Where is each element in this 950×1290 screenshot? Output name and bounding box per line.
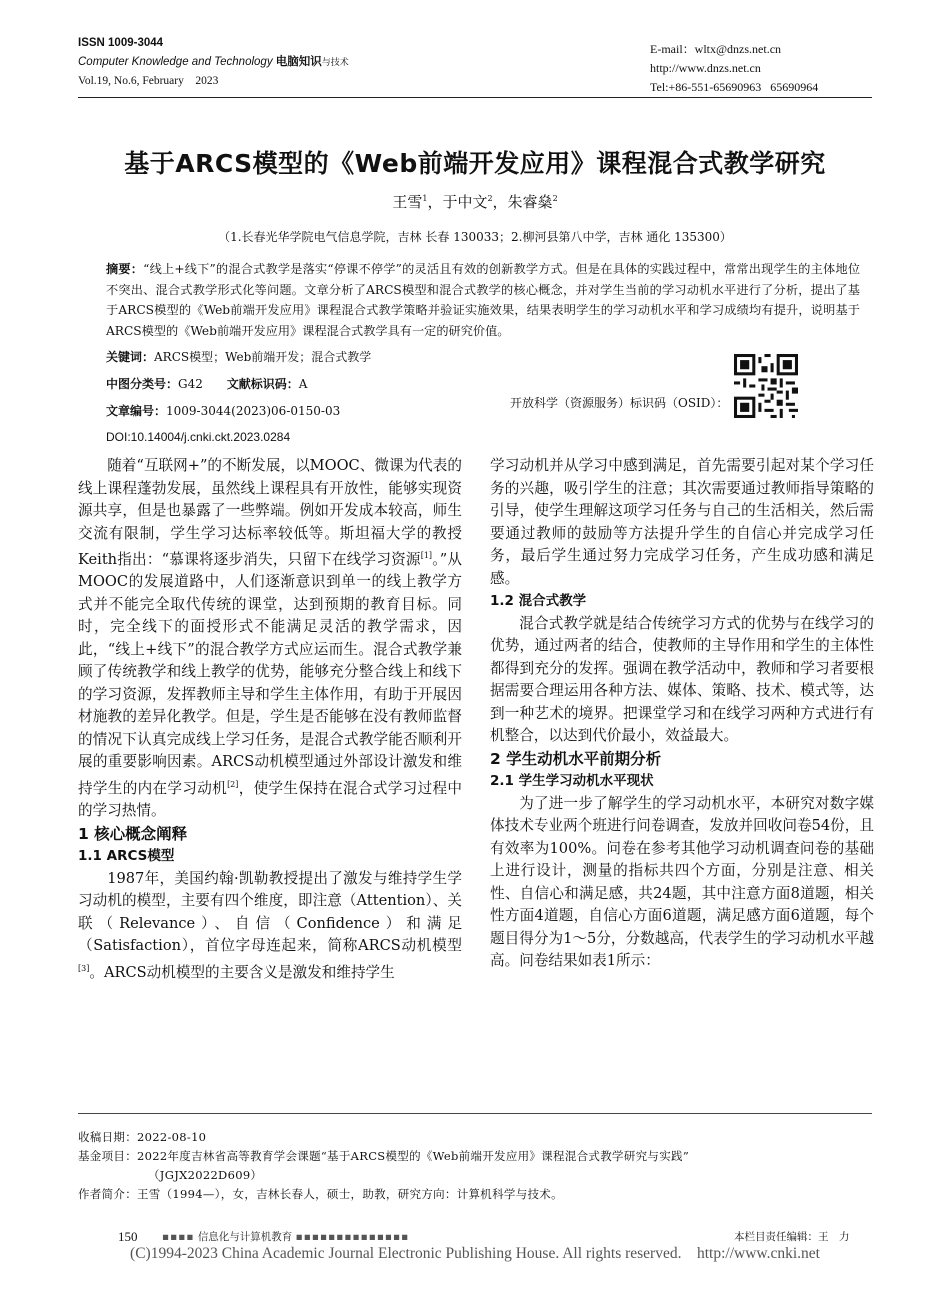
journal-name-cn: 电脑知识 — [275, 56, 322, 68]
article-number — [106, 402, 340, 420]
abstract-label: 摘要： — [106, 262, 144, 276]
page-number: 150 — [118, 1229, 138, 1244]
header-rule — [78, 97, 872, 98]
paragraph-continued — [490, 455, 874, 590]
affiliation: （1.长春光华学院电气信息学院，吉林 长春 130033；2.柳河县第八中学，吉林 通化 135300） — [218, 230, 732, 244]
osid-label: 开放科学（资源服务）标识码（OSID）： — [510, 396, 729, 410]
subsection-heading: 1.2 混合式教学 — [490, 593, 587, 609]
doc-code-label: 文献标识码： — [226, 377, 299, 391]
footnote-rule — [78, 1113, 872, 1114]
citation: [1] — [420, 551, 433, 560]
contact-email: E-mail：wltx@dnzs.net.cn — [650, 42, 782, 56]
author-list — [0, 191, 950, 212]
classification — [106, 375, 307, 393]
keywords-label: 关键词： — [106, 350, 155, 364]
subsection-heading: 1.1 ARCS模型 — [78, 848, 175, 865]
keywords — [106, 348, 371, 366]
clc-value: G42 — [178, 377, 203, 391]
column-editor: 本栏目责任编辑：王 力 — [734, 1231, 850, 1243]
paragraph-text: 随着“互联网+”的不断发展，以MOOC、微课为代表的线上课程蓬勃发展，虽然线上课程具有开放性，能够实现资源共享，但是也暴露了一些弊端。例如开发成本较高，师生交流有限制，学生学习达标率较低等。斯坦福大学的教授Keith指出：“慕课将逐步消失，只留下在线学习资源 — [78, 457, 462, 568]
article-number-value: 1009-3044(2023)06-0150-03 — [166, 404, 341, 418]
abstract — [106, 259, 860, 341]
volume-info: Vol.19, No.6, February 2023 — [78, 75, 219, 87]
contact-tel: Tel:+86-551-65690963 65690964 — [650, 80, 819, 94]
author-1: 王雪 — [392, 193, 423, 211]
doi: DOI:10.14004/j.cnki.ckt.2023.0284 — [106, 430, 291, 444]
paragraph — [78, 455, 462, 823]
section-heading: 1 核心概念阐释 — [78, 824, 188, 843]
body-column-right — [490, 455, 874, 973]
paragraph-text: 学习动机并从学习中感到满足，首先需要引起对某个学习任务的兴趣，吸引学生的注意；其次需要通过教师指导策略的引导，使学生理解这项学习任务与自己的生活相关，然后需要通过教师的鼓励等方法提升学生的自信心并完成学习任务，最后学生通过努力完成学习任务，产生成功感和满足感。 — [490, 457, 874, 587]
paragraph — [78, 868, 462, 984]
fund-info: 基金项目：2022年度吉林省高等教育学会课题“基于ARCS模型的《Web前端开发应用》课程混合式教学研究与实践” — [78, 1149, 690, 1163]
keywords-text: ARCS模型；Web前端开发；混合式教学 — [154, 350, 372, 364]
paragraph-text: 1987年，美国约翰·凯勒教授提出了激发与维持学生学习动机的模型，主要有四个维度，即注意（Attention）、关联（Relevance）、自信（Confidence）和满足（Satisfaction），首位字母连起来，简称ARCS动机模型 — [78, 869, 462, 955]
running-head: ▪▪▪▪ 信息化与计算机教育 ▪▪▪▪▪▪▪▪▪▪▪▪▪▪ — [162, 1231, 410, 1243]
abstract-text: “线上+线下”的混合式教学是落实“停课不停学”的灵活且有效的创新教学方式。但是在具体的实践过程中，常常出现学生的主体地位不突出、混合式教学形式化等问题。文章分析了ARCS模型和混合式教学的核心概念，并对学生当前的学习动机水平进行了分析，提出了基于ARCS模型的《Web前端开发应用》课程混合式教学策略并验证实施效果，结果表明学生的学习动机水平和学习成绩均有提升，说明基于ARCS模型的《Web前端开发应用》课程混合式教学具有一定的研究价值。 — [106, 262, 861, 338]
paragraph-text: 。ARCS动机模型的主要含义是激发和维持学生 — [89, 963, 395, 981]
journal-contact — [650, 40, 818, 97]
body-column-left — [78, 455, 462, 984]
paragraph-text: ，使学生保持在混合式学习过程中的学习热情。 — [78, 779, 462, 820]
received-date: 收稿日期：2022-08-10 — [78, 1130, 207, 1144]
paragraph: 为了进一步了解学生的学习动机水平，本研究对数字媒体技术专业两个班进行问卷调查，发放并回收问卷54份，且有效率为100%。问卷在参考其他学习动机调查问卷的基础上进行设计，测量的指标共四个方面，分别是注意、相关性、自信心和满足感，共24题，其中注意方面8道题，相关性方面4道题，自信心方面6道题，满足感方面6道题，每个题目得分为1～5分，分数越高，代表学生的学习动机水平越高。问卷结果如表1所示： — [490, 794, 874, 969]
issn: ISSN 1009-3044 — [78, 37, 164, 49]
doc-code-value: A — [298, 377, 308, 391]
author-bio: 作者简介：王雪（1994—），女，吉林长春人，硕士，助教，研究方向：计算机科学与技术。 — [78, 1187, 563, 1201]
article-number-label: 文章编号： — [106, 404, 167, 418]
clc-label: 中图分类号： — [106, 377, 179, 391]
paper-title: 基于ARCS模型的《Web前端开发应用》课程混合式教学研究 — [124, 149, 826, 178]
author-3: ，朱睿燊 — [492, 193, 553, 211]
journal-header — [78, 34, 349, 91]
author-3-affil: 2 — [552, 194, 558, 203]
fund-info-code: （JGJX2022D609） — [148, 1168, 263, 1182]
contact-web: http://www.dnzs.net.cn — [650, 61, 761, 75]
section-heading: 2 学生动机水平前期分析 — [490, 749, 662, 768]
footnotes — [78, 1128, 872, 1204]
qr-code-icon — [734, 354, 798, 418]
journal-name — [78, 53, 349, 72]
running-head-text: 信息化与计算机教育 — [197, 1231, 293, 1243]
author-2: ，于中文 — [427, 193, 488, 211]
author-1-affil: 1 — [422, 194, 428, 203]
author-2-affil: 2 — [487, 194, 493, 203]
subsection-heading: 2.1 学生学习动机水平现状 — [490, 773, 654, 789]
journal-name-suffix: 与技术 — [321, 57, 349, 67]
paragraph: 混合式教学就是结合传统学习方式的优势与在线学习的优势，通过两者的结合，使教师的主导作用和学生的主体性都得到充分的发挥。强调在教学活动中，教师和学习者要根据需要合理运用各种方法、媒体、策略、技术、模式等，达到一种艺术的境界。把课堂学习和在线学习两种方式进行有机整合，以达到代价最小，效益最大。 — [490, 614, 874, 744]
journal-name-en: Computer Knowledge and Technology — [78, 56, 273, 68]
copyright-notice: (C)1994-2023 China Academic Journal Electronic Publishing House. All rights reserved. http://www.cnki.net — [130, 1245, 820, 1262]
citation: [2] — [227, 779, 239, 789]
citation: [3] — [78, 963, 90, 973]
paragraph-text: 。”从MOOC的发展道路中，人们逐渐意识到单一的线上教学方式并不能完全取代传统的课堂，达到预期的教育目标。同时，完全线下的面授形式不能满足灵活的教学需求，因此，“线上+线下”的混合教学方式应运而生。混合式教学兼顾了传统教学和线上教学的优势，能够充分整合线上和线下的学习资源，发挥教师主导和学生主体作用，有助于开展因材施教的差异化教学。但是，学生是否能够在没有教师监督的情况下认真完成线上学习任务，是混合式教学能否顺利开展的重要影响因素。ARCS动机模型通过外部设计激发和维持学生的内在学习动机 — [78, 550, 462, 797]
